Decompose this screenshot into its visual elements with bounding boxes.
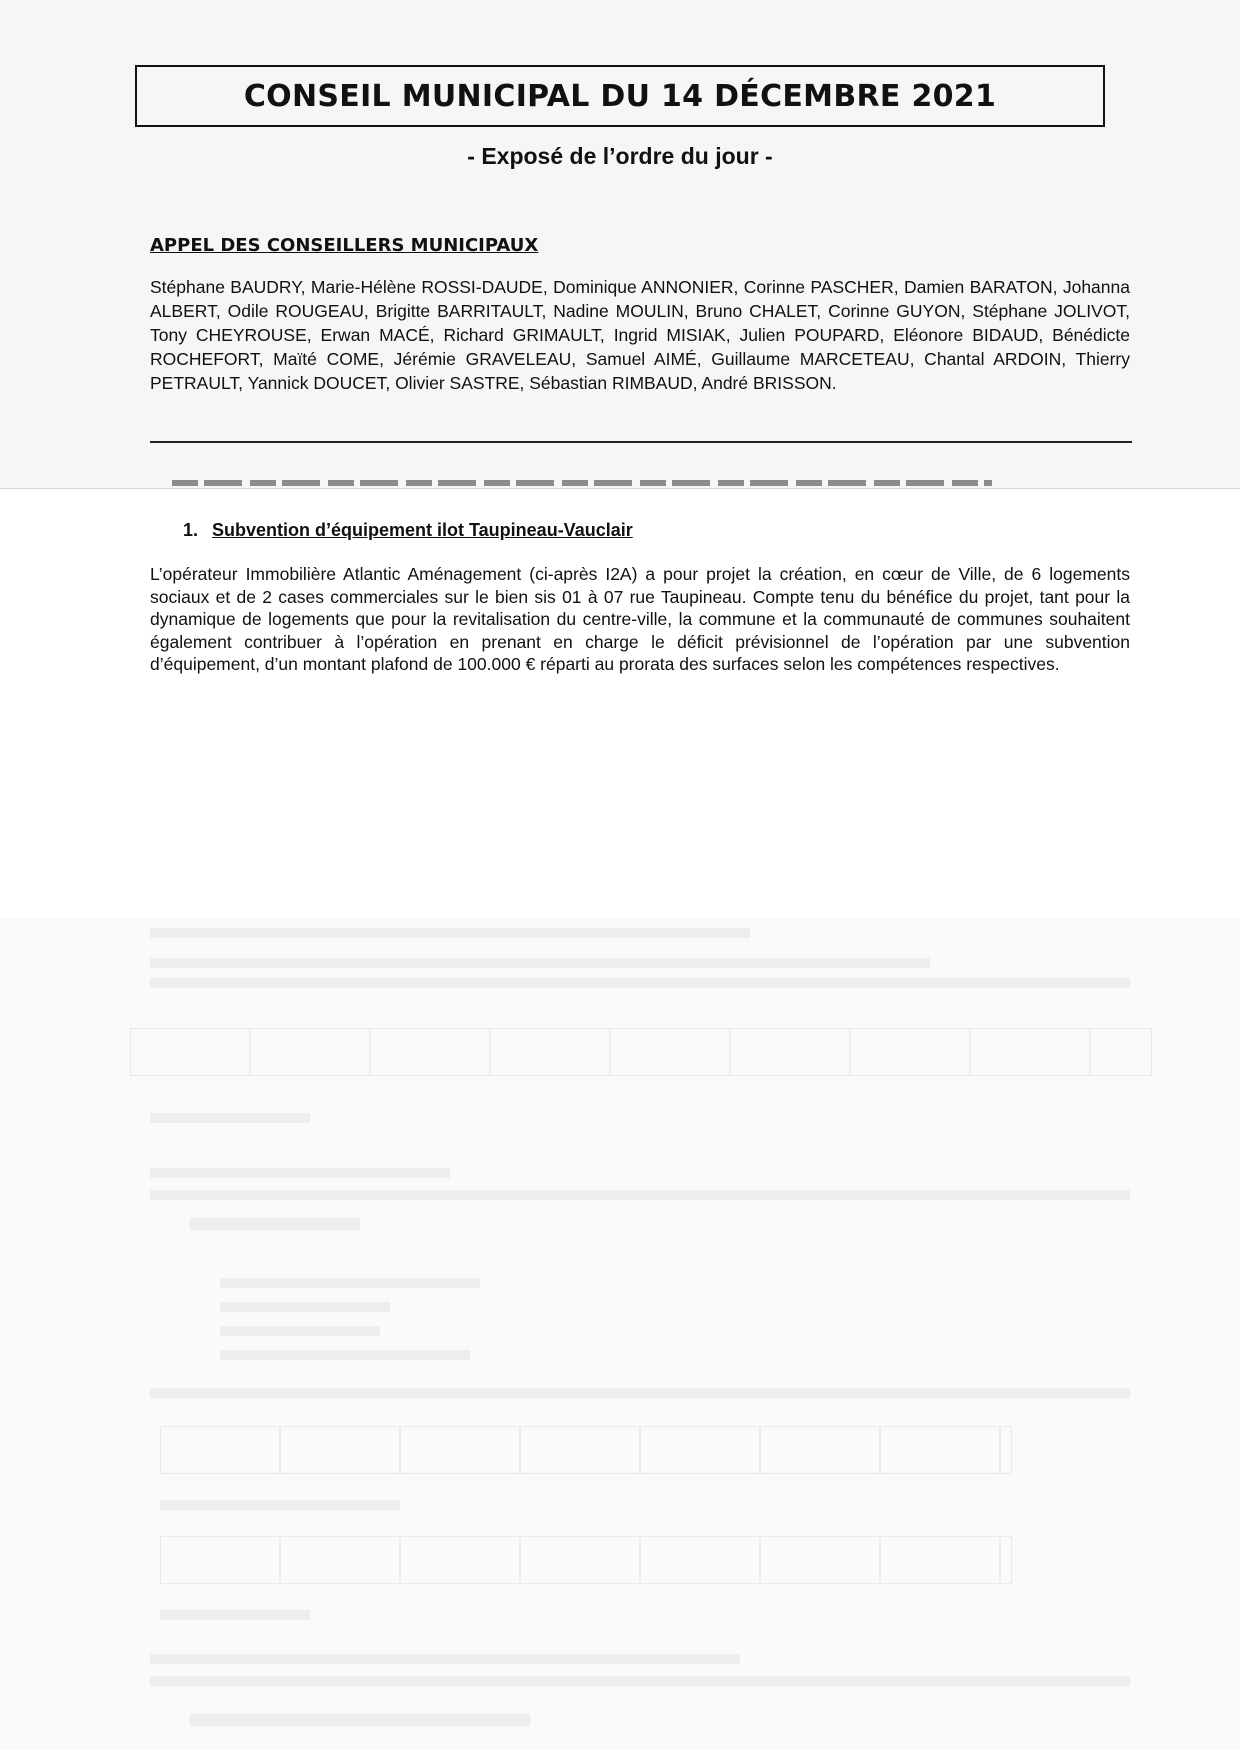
upper-sheet [0, 0, 1240, 488]
agenda-item-number: 1. [183, 520, 199, 540]
bleed-line [160, 1500, 400, 1510]
agenda-item-heading [183, 520, 633, 541]
bleed-line [150, 1168, 450, 1178]
pasted-sheet [0, 488, 1240, 920]
bleed-line [150, 1190, 1130, 1200]
bleed-line [150, 1113, 310, 1123]
bleed-line [220, 1326, 380, 1336]
bleed-line [150, 978, 1130, 988]
document-subtitle: - Exposé de l’ordre du jour - [467, 143, 773, 169]
agenda-item-body: L’opérateur Immobilière Atlantic Aménagement (ci-après I2A) a pour projet la création, en cœur de Ville, de 6 logements sociaux et de 2 cases commerciales sur le bien sis 01 à 07 rue Taupineau. Compte tenu du bénéfice du projet, tant pour la dynamique de logements que pour la revitalisation du centre-ville, la commune et la communauté de communes souhaitent également contribuer à l’opération en prenant en charge le déficit prévisionnel de l’opération par une subvention d’équipement, d’un montant plafond de 100.000 € réparti au prorata des surfaces selon les compétences respectives. [150, 564, 1130, 674]
bleed-line [190, 1714, 530, 1726]
lower-sheet-bleedthrough [0, 918, 1240, 1750]
bleed-line [220, 1278, 480, 1288]
bleed-table [160, 1426, 1012, 1474]
bleed-line [150, 1676, 1130, 1686]
bleed-line [150, 958, 930, 968]
bleed-line [150, 1654, 740, 1664]
title-box [135, 65, 1105, 127]
bleed-line [150, 1388, 1130, 1398]
bleed-table [160, 1536, 1012, 1584]
cut-text-remnant [172, 480, 992, 486]
bleed-line [220, 1350, 470, 1360]
agenda-item-title: Subvention d’équipement ilot Taupineau-Vauclair [212, 520, 633, 540]
councillor-names: Stéphane BAUDRY, Marie-Hélène ROSSI-DAUDE, Dominique ANNONIER, Corinne PASCHER, Damien BARATON, Johanna ALBERT, Odile ROUGEAU, Brigitte BARRITAULT, Nadine MOULIN, Bruno CHALET, Corinne GUYON, Stéphane JOLIVOT, Tony CHEYROUSE, Erwan MACÉ, Richard GRIMAULT, Ingrid MISIAK, Julien POUPARD, Eléonore BIDAUD, Bénédicte ROCHEFORT, Maïté COME, Jérémie GRAVELEAU, Samuel AIMÉ, Guillaume MARCETEAU, Chantal ARDOIN, Thierry PETRAULT, Yannick DOUCET, Olivier SASTRE, Sébastian RIMBAUD, André BRISSON. [150, 277, 1130, 393]
roll-call-heading: APPEL DES CONSEILLERS MUNICIPAUX [150, 235, 539, 256]
bleed-line [190, 1218, 360, 1230]
bleed-table [130, 1028, 1152, 1076]
bleed-line [220, 1302, 390, 1312]
separator-rule [150, 441, 1132, 443]
bleed-line [150, 928, 750, 938]
document-title: CONSEIL MUNICIPAL DU 14 DÉCEMBRE 2021 [243, 78, 997, 114]
bleed-line [160, 1610, 310, 1620]
